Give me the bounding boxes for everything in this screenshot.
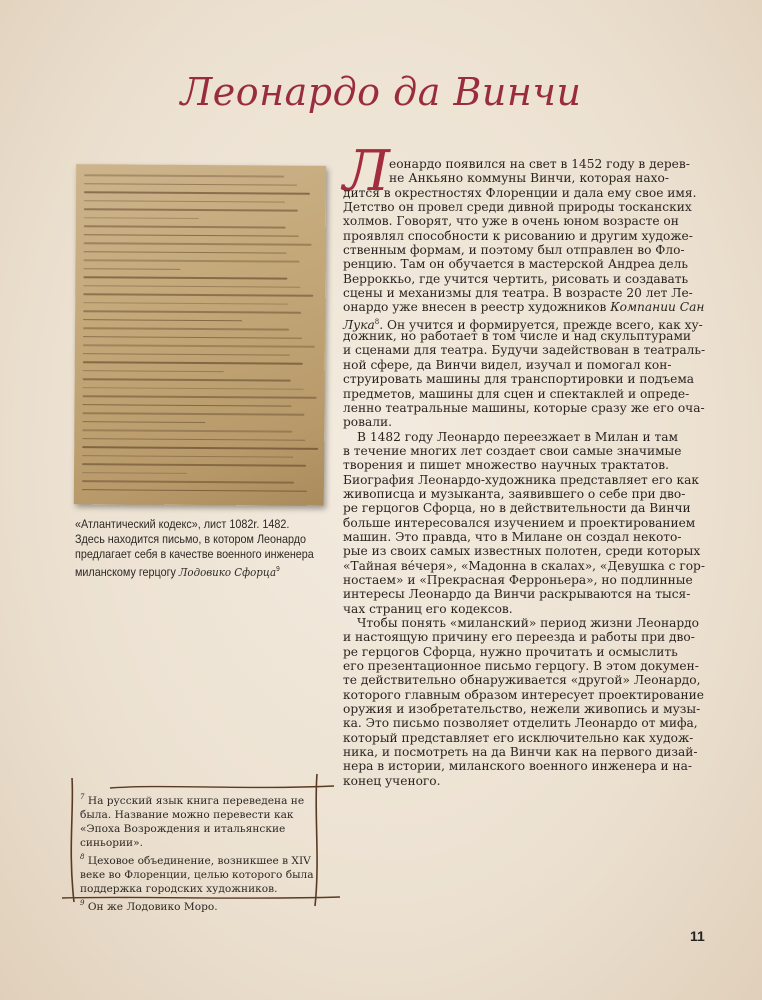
caption-italic-name: Лодовико Сфорца: [178, 566, 277, 579]
handwriting-stroke: [83, 387, 304, 390]
text-segment: ка. Это письмо позволяет отделить Леонардо от мифа,: [343, 716, 698, 731]
handwriting-stroke: [84, 191, 310, 194]
text-segment: ной сфере, да Винчи видел, изучал и помогал кон-: [343, 357, 672, 372]
handwriting-stroke: [82, 455, 293, 458]
handwriting-stroke: [84, 234, 299, 237]
italic-text: Лука: [343, 317, 375, 332]
handwriting-stroke: [84, 174, 284, 177]
text-line: [343, 228, 693, 243]
text-line: [343, 315, 703, 332]
codex-manuscript-image: [74, 164, 326, 506]
text-line: [343, 659, 699, 674]
text-line: [343, 372, 695, 387]
text-line: [343, 243, 685, 258]
handwriting-stroke: [83, 276, 287, 279]
text-line: [343, 745, 698, 760]
handwriting-stroke: [82, 472, 187, 474]
handwriting-stroke: [83, 310, 301, 313]
text-segment: который представляет его исключительно как худож-: [343, 730, 694, 745]
text-segment: интересы Леонардо да Винчи раскрываются на тыся-: [343, 587, 691, 602]
handwriting-stroke: [83, 302, 288, 305]
handwriting-stroke: [82, 480, 294, 483]
handwriting-stroke: [83, 285, 300, 288]
text-segment: ре герцогов Сфорца, нужно прочитать и осмыслить: [343, 644, 678, 659]
text-line: [343, 673, 701, 688]
text-line: [343, 759, 692, 774]
footnote: [80, 896, 330, 914]
text-line: [343, 458, 669, 472]
handwriting-stroke: [83, 404, 292, 407]
text-line: [343, 515, 696, 530]
text-segment: Верроккьо, где учится чертить, рисовать и создавать: [343, 271, 689, 286]
text-segment: ре герцогов Сфорца, но в действительности да Винчи: [343, 501, 691, 516]
text-segment: не Анкьяно коммуны Винчи, которая нахо-: [389, 171, 669, 186]
handwriting-stroke: [83, 370, 224, 372]
text-line: [343, 386, 690, 401]
footnote-text: На русский язык книга переведена не была. Название можно перевести как «Эпоха Возрождения и итальянские синьории».: [80, 795, 305, 849]
handwriting-stroke: [83, 268, 180, 270]
text-line: [343, 329, 692, 344]
text-segment: . Он учится и формируется, прежде всего, как ху-: [379, 317, 703, 332]
text-line: [343, 587, 691, 602]
text-line: [343, 716, 698, 731]
text-segment: которого главным образом интересует проектирование: [343, 687, 705, 702]
handwriting-stroke: [82, 489, 307, 492]
text-line: [343, 544, 701, 559]
text-segment: те действительно обнаруживается «другой» Леонардо,: [343, 673, 701, 688]
text-segment: Биография Леонардо-художника представляет его как: [343, 472, 699, 487]
caption-text: «Атлантический кодекс», лист 1082r. 1482. Здесь находится письмо, в котором Леонардо предлагает себя в качестве военного инженера миланскому герцогу: [75, 518, 314, 579]
text-segment: онардо уже внесен в реестр художников: [343, 300, 611, 315]
footnote-number: 7: [80, 793, 85, 801]
text-segment: в течение многих лет создает свои самые значимые: [343, 443, 682, 458]
handwriting-stroke: [84, 217, 199, 219]
text-segment: еонардо появился на свет в 1452 году в дерев-: [389, 157, 690, 171]
handwriting-stroke: [84, 208, 298, 211]
text-line: [343, 185, 697, 200]
text-line: [343, 472, 699, 487]
text-segment: дожник, но работает в том числе и над скульптурами: [343, 329, 692, 344]
text-segment: В 1482 году Леонардо переезжает в Милан и там: [357, 429, 678, 444]
text-segment: творения и пишет множество научных трактатов.: [343, 458, 669, 473]
handwriting-stroke: [84, 242, 312, 245]
text-segment: ленно театральные машины, которые сразу же его оча-: [343, 400, 705, 415]
footnote-ref: 8: [374, 317, 380, 326]
handwriting-stroke: [83, 361, 303, 364]
text-segment: рые из своих самых известных полотен, среди которых: [343, 544, 701, 559]
text-line: [343, 616, 699, 630]
text-line: [343, 702, 701, 717]
handwriting-stroke: [82, 438, 305, 441]
text-segment: нера в истории, миланского военного инженера и на-: [343, 759, 692, 774]
text-line: [343, 572, 693, 587]
text-segment: проявлял способности к рисованию и другим художе-: [343, 228, 693, 243]
handwriting-stroke: [82, 421, 205, 423]
text-line: [343, 501, 691, 516]
text-segment: ностаем» и «Прекрасная Ферроньера», но подлинные: [343, 572, 693, 587]
handwriting-stroke: [83, 395, 317, 398]
text-segment: больше интересовался изучением и проектированием: [343, 515, 696, 530]
text-line: [343, 200, 692, 215]
footnotes: [80, 790, 330, 914]
handwriting-stroke: [82, 463, 306, 466]
footnote: [80, 790, 330, 850]
text-line: [343, 157, 690, 171]
text-segment: конец ученого.: [343, 773, 441, 788]
handwriting-stroke: [84, 259, 300, 262]
image-caption: [75, 517, 321, 580]
handwriting-stroke: [84, 200, 285, 203]
text-segment: дится в окрестностях Флоренции и дала ему свое имя.: [343, 185, 697, 200]
handwriting-stroke: [83, 353, 290, 356]
text-line: [343, 730, 694, 745]
text-line: [343, 257, 688, 272]
handwriting-stroke: [83, 344, 315, 347]
handwriting-stroke: [82, 446, 318, 449]
text-segment: Детство он провел среди дивной природы тосканских: [343, 200, 692, 215]
handwriting-stroke: [83, 293, 313, 296]
text-segment: ственным формам, и поэтому был отправлен во Фло-: [343, 243, 685, 258]
page-number: 11: [690, 928, 705, 944]
handwriting-stroke: [84, 225, 286, 228]
footnote-number: 8: [80, 853, 85, 861]
text-line: [343, 687, 705, 702]
footnote-text: Цеховое объединение, возникшее в XIV веке во Флоренции, целью которого была поддержка городских художников.: [80, 855, 314, 895]
article-body: [343, 157, 706, 788]
page-title: Леонардо да Винчи: [180, 70, 582, 114]
text-line: [343, 429, 678, 444]
text-segment: ровали.: [343, 415, 393, 430]
handwriting-stroke: [82, 412, 304, 415]
text-segment: и настоящую причину его переезда и работы при дво-: [343, 630, 695, 645]
handwriting-stroke: [84, 251, 287, 254]
text-segment: и сценами для театра. Будучи задействован в театраль-: [343, 343, 706, 358]
handwriting-stroke: [83, 319, 242, 322]
handwriting-stroke: [83, 378, 291, 381]
text-line: [343, 171, 669, 185]
text-line: [343, 357, 672, 372]
drop-cap: Л: [343, 139, 390, 204]
caption-footnote-ref: 9: [276, 566, 280, 573]
text-segment: ренцию. Там он обучается в мастерской Андреа дель: [343, 257, 688, 272]
footnote-number: 9: [80, 899, 85, 907]
text-segment: живописца и музыканта, заявившего о себе при дво-: [343, 486, 686, 501]
text-line: [343, 644, 678, 659]
text-line: [343, 286, 693, 301]
italic-text: Компании Сан: [610, 300, 705, 315]
text-segment: сцены и механизмы для театра. В возрасте 20 лет Ле-: [343, 286, 693, 301]
handwriting-stroke: [82, 429, 292, 432]
text-line: [343, 558, 705, 573]
footnote: [80, 850, 330, 896]
text-segment: холмов. Говорят, что уже в очень юном возрасте он: [343, 214, 679, 229]
handwriting-stroke: [84, 183, 297, 186]
text-line: [343, 415, 669, 429]
text-segment: струировать машины для транспортировки и подъема: [343, 372, 695, 387]
text-line: [343, 529, 682, 544]
text-segment: чах страниц его кодексов.: [343, 601, 513, 616]
footnote-text: Он же Лодовико Моро.: [84, 901, 218, 913]
handwriting-stroke: [83, 327, 289, 330]
text-line: [343, 443, 682, 458]
text-line: [343, 400, 705, 415]
text-segment: ника, и посмотреть на да Винчи как на первого дизай-: [343, 745, 698, 760]
text-line: [343, 300, 705, 315]
text-line: [343, 486, 686, 501]
text-line: [343, 271, 689, 286]
text-segment: его презентационное письмо герцогу. В этом докумен-: [343, 659, 699, 674]
text-segment: «Тайная вéчеря», «Мадонна в скалах», «Девушка с гор-: [343, 558, 705, 573]
text-line: [343, 602, 669, 616]
text-segment: оружия и изобретательство, нежели живопись и музы-: [343, 702, 701, 717]
text-line: [343, 343, 706, 358]
text-segment: Чтобы понять «миланский» период жизни Леонардо: [357, 616, 699, 630]
handwriting-stroke: [83, 336, 302, 339]
text-line: [343, 214, 679, 229]
text-segment: машин. Это правда, что в Милане он создал некото-: [343, 529, 682, 544]
text-line: [343, 630, 695, 645]
text-line: [343, 774, 669, 788]
text-segment: предметов, машины для сцен и спектаклей и опреде-: [343, 386, 690, 401]
